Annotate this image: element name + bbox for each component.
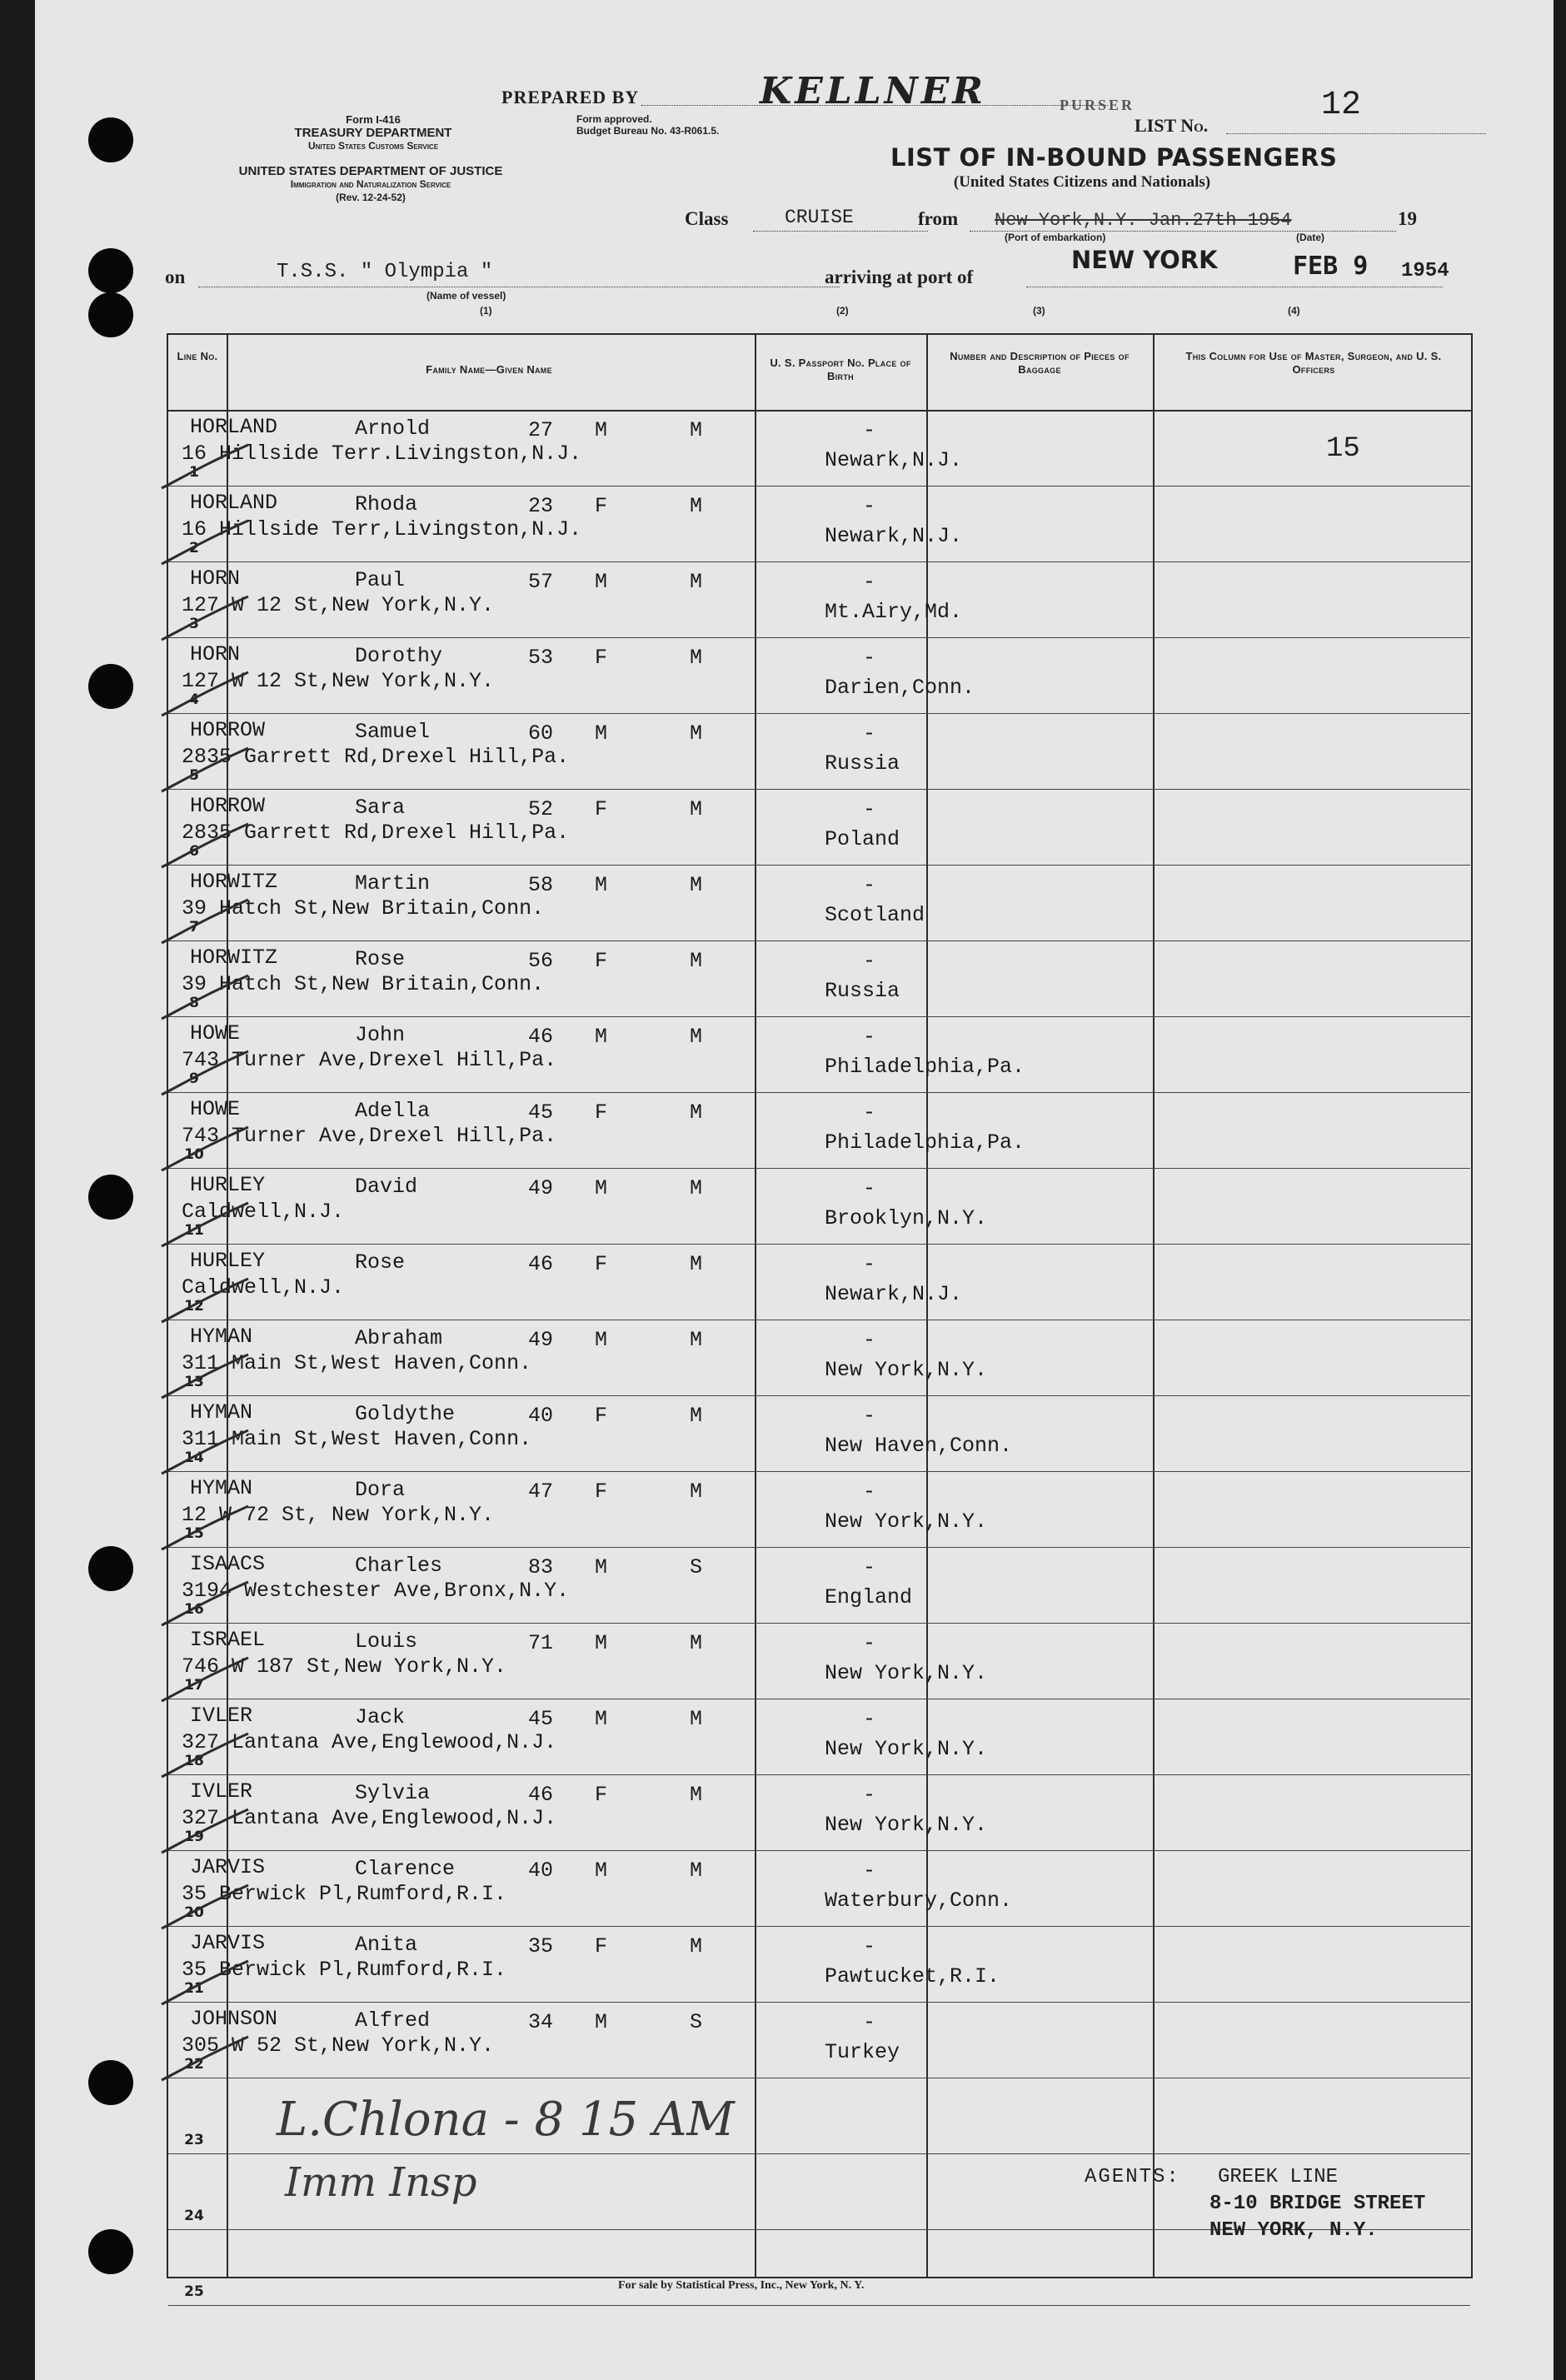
- arrival-year: 1954: [1401, 260, 1449, 282]
- customs-service: United States Customs Service: [307, 140, 439, 152]
- given-name: Clarence: [355, 1857, 456, 1881]
- sex: M: [595, 1707, 608, 1731]
- place-of-birth: New York,N.Y.: [825, 1509, 988, 1534]
- table-row: [168, 1699, 1470, 1774]
- line-number: 4: [189, 691, 199, 708]
- line-number: 5: [189, 767, 199, 784]
- marital-status: M: [690, 1934, 703, 1958]
- marital-status: M: [690, 1328, 703, 1352]
- family-name: HOWE: [190, 1021, 241, 1045]
- sex: M: [595, 570, 608, 594]
- col2-caption: (2): [836, 305, 849, 317]
- family-name: HURLEY: [190, 1249, 266, 1273]
- sex: F: [595, 949, 608, 973]
- marital-status: M: [690, 1404, 703, 1428]
- address: 16 Hillside Terr,Livingston,N.J.: [182, 517, 582, 541]
- binder-hole: [88, 1546, 133, 1591]
- sex: F: [595, 1479, 608, 1504]
- line-number: 11: [184, 1222, 204, 1239]
- marital-status: M: [690, 1631, 703, 1655]
- given-name: Goldythe: [355, 1402, 456, 1426]
- table-row: [168, 1168, 1470, 1244]
- table-row: [168, 1774, 1470, 1850]
- given-name: Adella: [355, 1099, 431, 1123]
- sex: M: [595, 418, 608, 442]
- age: 71: [528, 1631, 554, 1655]
- table-row: [168, 1395, 1470, 1471]
- place-of-birth: Mt.Airy,Md.: [825, 600, 963, 624]
- address: 16 Hillside Terr.Livingston,N.J.: [182, 442, 582, 466]
- table-row: [168, 865, 1470, 941]
- line-number: 7: [189, 919, 199, 936]
- agents-line-2: 8-10 BRIDGE STREET: [1209, 2193, 1426, 2215]
- binder-hole: [88, 2229, 133, 2274]
- marital-status: M: [690, 1176, 703, 1200]
- from-label: from: [918, 208, 959, 229]
- sex: F: [595, 1934, 608, 1958]
- given-name: Sylvia: [355, 1781, 431, 1805]
- marital-status: M: [690, 1707, 703, 1731]
- row-divider: [168, 2305, 1470, 2306]
- address: Caldwell,N.J.: [182, 1200, 345, 1224]
- line-number: 17: [184, 1677, 204, 1694]
- place-of-birth: Poland: [825, 827, 900, 851]
- age: 46: [528, 1252, 554, 1276]
- date-caption: (Date): [1296, 232, 1325, 243]
- officer-note: 15: [1326, 433, 1360, 465]
- year-prefix: 19: [1398, 208, 1417, 229]
- address: 311 Main St,West Haven,Conn.: [182, 1351, 532, 1375]
- budget-bureau: Budget Bureau No. 43-R061.5.: [576, 125, 720, 137]
- marital-status: M: [690, 494, 703, 518]
- binder-hole: [88, 117, 133, 162]
- sex: F: [595, 797, 608, 821]
- place-of-birth: Philadelphia,Pa.: [825, 1055, 1025, 1079]
- table-row: [168, 637, 1470, 713]
- prepared-by-signature: KELLNER: [760, 70, 986, 112]
- binder-hole: [88, 1175, 133, 1220]
- class-value: CRUISE: [785, 207, 854, 228]
- family-name: HORWITZ: [190, 870, 278, 894]
- given-name: Arnold: [355, 417, 431, 441]
- on-label: on: [165, 267, 186, 287]
- family-name: ISRAEL: [190, 1628, 266, 1652]
- age: 83: [528, 1555, 554, 1579]
- place-of-birth: New York,N.Y.: [825, 1358, 988, 1382]
- vessel-caption: (Name of vessel): [426, 290, 506, 302]
- age: 35: [528, 1934, 554, 1958]
- immigration-service: Immigration and Naturalization Service: [290, 178, 451, 190]
- given-name: Rhoda: [355, 492, 418, 516]
- table-row: [168, 1471, 1470, 1547]
- age: 49: [528, 1328, 554, 1352]
- given-name: Dorothy: [355, 644, 443, 668]
- given-name: Rose: [355, 947, 406, 971]
- line-number: 19: [184, 1829, 204, 1845]
- age: 60: [528, 721, 554, 746]
- passport-number: -: [863, 1025, 876, 1049]
- family-name: HORWITZ: [190, 946, 278, 970]
- family-name: ISAACS: [190, 1552, 266, 1576]
- form-id: Form I-416: [346, 113, 401, 126]
- purser-label: PURSER: [1060, 97, 1135, 113]
- address: 12 W 72 St, New York,N.Y.: [182, 1503, 495, 1527]
- marital-status: S: [690, 1555, 703, 1579]
- class-line: [753, 231, 928, 232]
- footer-printer: For sale by Statistical Press, Inc., New York, N. Y.: [618, 2279, 865, 2292]
- passport-number: -: [863, 1479, 876, 1504]
- arrival-port: NEW YORK: [1071, 246, 1218, 274]
- line-number: 21: [184, 1980, 204, 1997]
- age: 58: [528, 873, 554, 897]
- place-of-birth: Newark,N.J.: [825, 448, 963, 472]
- passport-number: -: [863, 1859, 876, 1883]
- given-name: Charles: [355, 1554, 443, 1578]
- given-name: Alfred: [355, 2008, 431, 2033]
- place-of-birth: New Haven,Conn.: [825, 1434, 1013, 1458]
- handwritten-inspector-initials: Imm Insp: [285, 2159, 477, 2206]
- table-row: [168, 1016, 1470, 1092]
- line-number: 22: [184, 2056, 204, 2073]
- line-number: 23: [184, 2132, 204, 2148]
- family-name: HOWE: [190, 1097, 241, 1121]
- line-number: 6: [189, 843, 199, 860]
- sex: M: [595, 1025, 608, 1049]
- place-of-birth: Turkey: [825, 2040, 900, 2064]
- place-of-birth: Newark,N.J.: [825, 524, 963, 548]
- passport-number: -: [863, 721, 876, 746]
- family-name: JARVIS: [190, 1931, 266, 1955]
- passport-number: -: [863, 1783, 876, 1807]
- given-name: Jack: [355, 1705, 406, 1729]
- line-number: 14: [184, 1449, 204, 1466]
- family-name: HORROW: [190, 718, 266, 742]
- line-number: 1: [189, 464, 199, 481]
- marital-status: M: [690, 646, 703, 670]
- passport-number: -: [863, 418, 876, 442]
- page-title: LIST OF IN-BOUND PASSENGERS: [890, 143, 1338, 172]
- marital-status: M: [690, 873, 703, 897]
- address: 743 Turner Ave,Drexel Hill,Pa.: [182, 1048, 557, 1072]
- place-of-birth: Pawtucket,R.I.: [825, 1964, 1000, 1988]
- family-name: HORN: [190, 566, 241, 591]
- line-number: 16: [184, 1601, 204, 1618]
- age: 56: [528, 949, 554, 973]
- place-of-birth: Russia: [825, 979, 900, 1003]
- given-name: David: [355, 1175, 418, 1199]
- passport-number: -: [863, 1404, 876, 1428]
- place-of-birth: Russia: [825, 751, 900, 776]
- age: 49: [528, 1176, 554, 1200]
- page-subtitle: (United States Citizens and Nationals): [953, 173, 1211, 191]
- list-no-label: LIST No.: [1135, 115, 1209, 136]
- place-of-birth: Scotland: [825, 903, 925, 927]
- family-name: JOHNSON: [190, 2007, 278, 2031]
- age: 45: [528, 1100, 554, 1125]
- header-officers: This Column for Use of Master, Surgeon, and U. S. Officers: [1185, 350, 1442, 376]
- place-of-birth: Newark,N.J.: [825, 1282, 963, 1306]
- sex: F: [595, 1783, 608, 1807]
- agents-line-1: GREEK LINE: [1218, 2166, 1339, 2188]
- table-row: [168, 1320, 1470, 1395]
- address: 35 Berwick Pl,Rumford,R.I.: [182, 1882, 507, 1906]
- sex: F: [595, 646, 608, 670]
- list-no-line: [1226, 133, 1486, 134]
- address: 305 W 52 St,New York,N.Y.: [182, 2033, 495, 2058]
- address: 127 W 12 St,New York,N.Y.: [182, 593, 495, 617]
- given-name: Rose: [355, 1250, 406, 1275]
- place-of-birth: England: [825, 1585, 913, 1609]
- marital-status: M: [690, 1100, 703, 1125]
- age: 47: [528, 1479, 554, 1504]
- line-number: 15: [184, 1525, 204, 1542]
- line-number: 24: [184, 2208, 204, 2224]
- place-of-birth: New York,N.Y.: [825, 1813, 988, 1837]
- sex: M: [595, 873, 608, 897]
- family-name: HORLAND: [190, 491, 278, 515]
- address: 3194 Westchester Ave,Bronx,N.Y.: [182, 1579, 570, 1603]
- family-name: IVLER: [190, 1779, 253, 1804]
- form-approved: Form approved.: [576, 113, 652, 125]
- given-name: Paul: [355, 568, 406, 592]
- family-name: IVLER: [190, 1704, 253, 1728]
- justice-dept: UNITED STATES DEPARTMENT OF JUSTICE: [238, 164, 503, 178]
- prepared-by-label: PREPARED BY: [501, 87, 640, 107]
- address: 743 Turner Ave,Drexel Hill,Pa.: [182, 1124, 557, 1148]
- handwritten-inspector-time: L.Chlona - 8 15 AM: [277, 2093, 735, 2147]
- family-name: HORN: [190, 642, 241, 666]
- line-number: 20: [184, 1904, 204, 1921]
- sex: M: [595, 1859, 608, 1883]
- table-row: [168, 1244, 1470, 1320]
- place-of-birth: New York,N.Y.: [825, 1737, 988, 1761]
- passport-number: -: [863, 1252, 876, 1276]
- line-number: 9: [189, 1070, 199, 1087]
- age: 53: [528, 646, 554, 670]
- age: 23: [528, 494, 554, 518]
- place-of-birth: New York,N.Y.: [825, 1661, 988, 1685]
- address: Caldwell,N.J.: [182, 1275, 345, 1300]
- address: 2835 Garrett Rd,Drexel Hill,Pa.: [182, 745, 570, 769]
- address: 127 W 12 St,New York,N.Y.: [182, 669, 495, 693]
- marital-status: M: [690, 1479, 703, 1504]
- passport-number: -: [863, 646, 876, 670]
- passport-number: -: [863, 1934, 876, 1958]
- col4-caption: (4): [1288, 305, 1300, 317]
- sex: M: [595, 1328, 608, 1352]
- col1-caption: (1): [480, 305, 492, 317]
- arriving-label: arriving at port of: [825, 267, 974, 287]
- given-name: Anita: [355, 1933, 418, 1957]
- sex: M: [595, 1555, 608, 1579]
- line-number: 8: [189, 995, 199, 1011]
- family-name: HYMAN: [190, 1325, 253, 1349]
- marital-status: M: [690, 797, 703, 821]
- age: 46: [528, 1025, 554, 1049]
- sex: F: [595, 1252, 608, 1276]
- passport-number: -: [863, 1176, 876, 1200]
- sex: M: [595, 2010, 608, 2034]
- agents-line-3: NEW YORK, N.Y.: [1209, 2219, 1378, 2242]
- line-number: 10: [184, 1146, 204, 1163]
- header-line-no: Line No.: [177, 350, 218, 362]
- place-of-birth: Brooklyn,N.Y.: [825, 1206, 988, 1230]
- line-number: 2: [189, 540, 199, 556]
- sex: F: [595, 494, 608, 518]
- family-name: HORLAND: [190, 415, 278, 439]
- age: 40: [528, 1404, 554, 1428]
- marital-status: M: [690, 570, 703, 594]
- line-number: 13: [184, 1374, 204, 1390]
- passport-number: -: [863, 1555, 876, 1579]
- col3-caption: (3): [1033, 305, 1045, 317]
- sex: M: [595, 721, 608, 746]
- address: 311 Main St,West Haven,Conn.: [182, 1427, 532, 1451]
- age: 46: [528, 1783, 554, 1807]
- passport-number: -: [863, 570, 876, 594]
- family-name: HYMAN: [190, 1400, 253, 1425]
- sex: F: [595, 1100, 608, 1125]
- binder-hole: [88, 2060, 133, 2105]
- table-row: [168, 941, 1470, 1016]
- passport-number: -: [863, 2010, 876, 2034]
- table-row: [168, 410, 1470, 486]
- given-name: Martin: [355, 871, 431, 896]
- passport-number: -: [863, 1100, 876, 1125]
- family-name: HORROW: [190, 794, 266, 818]
- address: 746 W 187 St,New York,N.Y.: [182, 1654, 507, 1679]
- family-name: HYMAN: [190, 1476, 253, 1500]
- form-revision: (Rev. 12-24-52): [336, 192, 406, 203]
- given-name: Louis: [355, 1629, 418, 1654]
- binder-hole: [88, 248, 133, 293]
- marital-status: M: [690, 1859, 703, 1883]
- table-row: [168, 1547, 1470, 1623]
- given-name: Dora: [355, 1478, 406, 1502]
- address: 327 Lantana Ave,Englewood,N.J.: [182, 1806, 557, 1830]
- treasury-dept: TREASURY DEPARTMENT: [294, 126, 452, 140]
- list-number: 12: [1321, 87, 1362, 124]
- line-number: 18: [184, 1753, 204, 1769]
- passport-number: -: [863, 1328, 876, 1352]
- table-row: [168, 561, 1470, 637]
- marital-status: M: [690, 1252, 703, 1276]
- table-row: [168, 789, 1470, 865]
- passport-number: -: [863, 797, 876, 821]
- place-of-birth: Darien,Conn.: [825, 676, 975, 700]
- table-row: [168, 713, 1470, 789]
- age: 27: [528, 418, 554, 442]
- passport-number: -: [863, 1707, 876, 1731]
- marital-status: M: [690, 418, 703, 442]
- marital-status: M: [690, 1783, 703, 1807]
- address: 2835 Garrett Rd,Drexel Hill,Pa.: [182, 821, 570, 845]
- given-name: Samuel: [355, 720, 431, 744]
- address: 39 Hatch St,New Britain,Conn.: [182, 896, 545, 921]
- age: 52: [528, 797, 554, 821]
- family-name: HURLEY: [190, 1173, 266, 1197]
- table-row: [168, 2002, 1470, 2078]
- sex: F: [595, 1404, 608, 1428]
- address: 327 Lantana Ave,Englewood,N.J.: [182, 1730, 557, 1754]
- header-passport: U. S. Passport No. Place of Birth: [770, 357, 911, 382]
- passport-number: -: [863, 873, 876, 897]
- address: 35 Berwick Pl,Rumford,R.I.: [182, 1958, 507, 1982]
- from-value: New York,N.Y. Jan.27th 1954: [995, 210, 1292, 231]
- family-name: JARVIS: [190, 1855, 266, 1879]
- age: 34: [528, 2010, 554, 2034]
- marital-status: S: [690, 2010, 703, 2034]
- marital-status: M: [690, 721, 703, 746]
- header-family-name: Family Name—Given Name: [426, 363, 552, 376]
- sex: M: [595, 1631, 608, 1655]
- given-name: Sara: [355, 796, 406, 820]
- age: 45: [528, 1707, 554, 1731]
- table-row: [168, 1623, 1470, 1699]
- binder-hole: [88, 664, 133, 709]
- form-page: [35, 0, 1554, 2380]
- class-label: Class: [685, 208, 729, 229]
- place-of-birth: Philadelphia,Pa.: [825, 1130, 1025, 1155]
- passport-number: -: [863, 1631, 876, 1655]
- line-number: 3: [189, 616, 199, 632]
- place-of-birth: Waterbury,Conn.: [825, 1889, 1013, 1913]
- arrival-date-stamp: FEB 9: [1293, 252, 1369, 281]
- vessel-name: T.S.S. " Olympia ": [277, 261, 493, 283]
- sex: M: [595, 1176, 608, 1200]
- passport-number: -: [863, 494, 876, 518]
- table-row: [168, 486, 1470, 561]
- agents-label: AGENTS:: [1085, 2166, 1180, 2188]
- table-row: [168, 1850, 1470, 1926]
- table-row: [168, 1092, 1470, 1168]
- given-name: Abraham: [355, 1326, 443, 1350]
- line-number: 25: [184, 2283, 204, 2300]
- marital-status: M: [690, 949, 703, 973]
- binder-hole: [88, 292, 133, 337]
- age: 40: [528, 1859, 554, 1883]
- address: 39 Hatch St,New Britain,Conn.: [182, 972, 545, 996]
- table-row: [168, 1926, 1470, 2002]
- given-name: John: [355, 1023, 406, 1047]
- port-embark-caption: (Port of embarkation): [1005, 232, 1106, 243]
- passport-number: -: [863, 949, 876, 973]
- header-baggage: Number and Description of Pieces of Baggage: [950, 350, 1130, 376]
- marital-status: M: [690, 1025, 703, 1049]
- age: 57: [528, 570, 554, 594]
- line-number: 12: [184, 1298, 204, 1315]
